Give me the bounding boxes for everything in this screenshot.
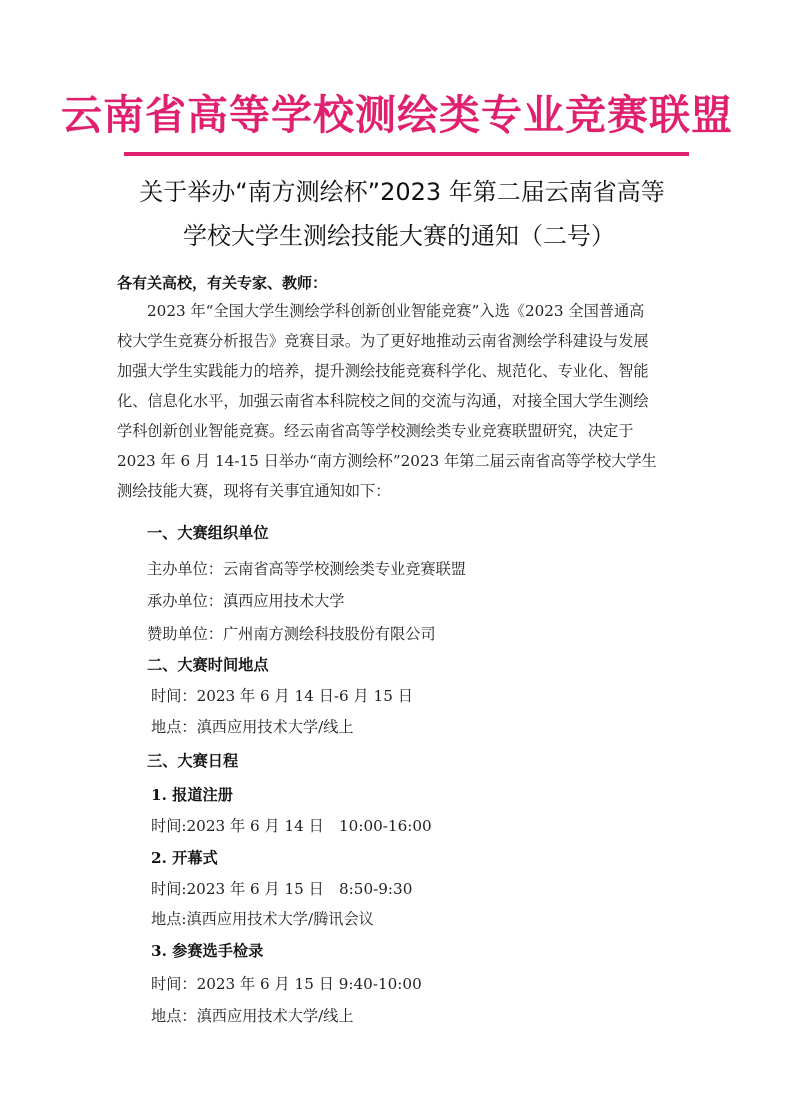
schedule-item-time: 时间:2023 年 6 月 14 日 10:00-16:00 xyxy=(151,817,432,835)
intro-line: 校大学生竞赛分析报告》竞赛目录。为了更好地推动云南省测绘学科建设与发展 xyxy=(117,332,649,350)
schedule-item-title: 3. 参赛选手检录 xyxy=(151,942,264,960)
notice-title xyxy=(0,170,794,258)
intro-line: 测绘技能大赛，现将有关事宜通知如下： xyxy=(117,482,391,500)
schedule-item-time: 时间：2023 年 6 月 15 日 9:40-10:00 xyxy=(151,975,422,993)
schedule-item-place: 地点：滇西应用技术大学/线上 xyxy=(151,1007,354,1025)
section-heading-time-place: 二、大赛时间地点 xyxy=(147,656,269,674)
intro-line: 学科创新创业智能竞赛。经云南省高等学校测绘类专业竞赛联盟研究，决定于 xyxy=(117,422,634,440)
notice-title-line-2: 学校大学生测绘技能大赛的通知（二号） xyxy=(183,222,615,250)
schedule-item-title: 1. 报道注册 xyxy=(151,786,233,804)
intro-line: 加强大学生实践能力的培养，提升测绘技能竞赛科学化、规范化、专业化、智能 xyxy=(117,362,649,380)
salutation: 各有关高校，有关专家、教师： xyxy=(117,274,328,292)
section-heading-organizers: 一、大赛组织单位 xyxy=(147,524,269,542)
schedule-item-time: 时间:2023 年 6 月 15 日 8:50-9:30 xyxy=(151,880,413,898)
section-heading-schedule: 三、大赛日程 xyxy=(147,752,239,770)
schedule-item-title: 2. 开幕式 xyxy=(151,849,218,867)
host-unit: 主办单位：云南省高等学校测绘类专业竞赛联盟 xyxy=(147,560,466,578)
organization-title: 云南省高等学校测绘类专业竞赛联盟 xyxy=(61,91,733,139)
event-time: 时间：2023 年 6 月 14 日-6 月 15 日 xyxy=(151,687,413,705)
intro-line: 化、信息化水平，加强云南省本科院校之间的交流与沟通，对接全国大学生测绘 xyxy=(117,392,649,410)
organizer-unit: 承办单位：滇西应用技术大学 xyxy=(147,592,345,610)
event-place: 地点：滇西应用技术大学/线上 xyxy=(151,718,354,736)
intro-paragraph xyxy=(117,296,712,506)
sponsor-unit: 赞助单位：广州南方测绘科技股份有限公司 xyxy=(147,625,436,643)
schedule-item-place: 地点:滇西应用技术大学/腾讯会议 xyxy=(151,910,374,928)
red-header-rule xyxy=(124,152,689,156)
notice-title-line-1: 关于举办“南方测绘杯”2023 年第二届云南省高等 xyxy=(139,178,665,206)
intro-line: 2023 年 6 月 14-15 日举办“南方测绘杯”2023 年第二届云南省高等学校大学生 xyxy=(117,452,657,470)
intro-line: 2023 年“全国大学生测绘学科创新创业智能竞赛”入选《2023 全国普通高 xyxy=(147,302,645,320)
